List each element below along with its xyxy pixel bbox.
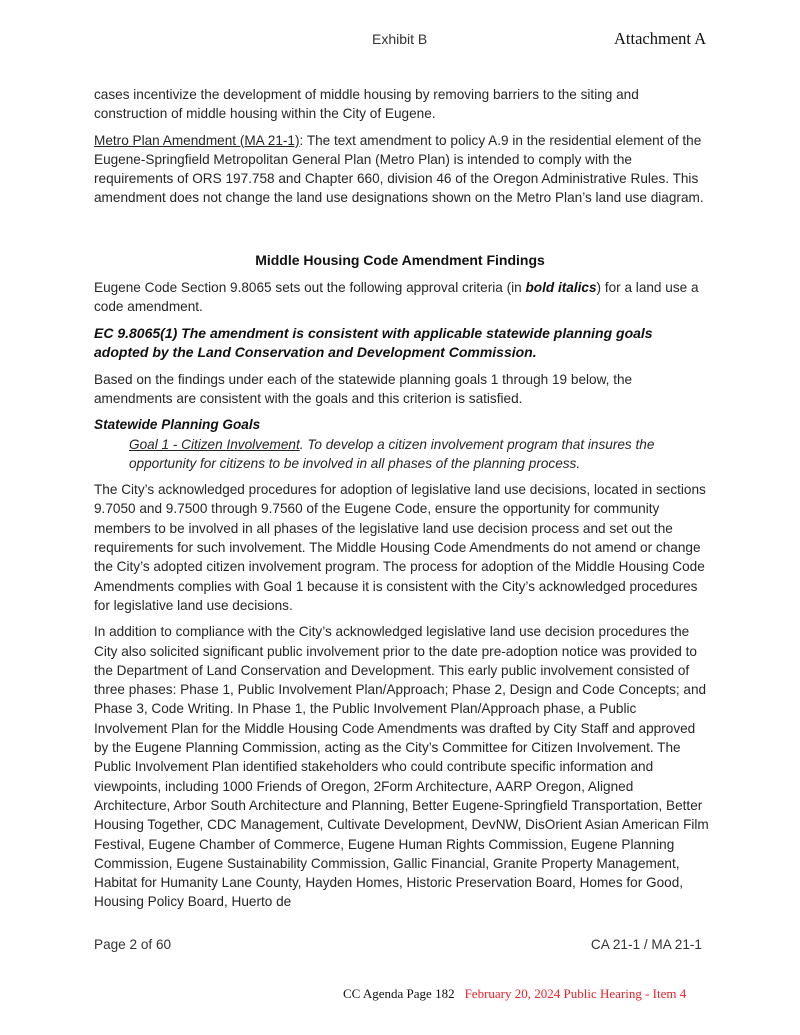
agenda-page-label: CC Agenda Page 182 — [343, 986, 455, 1001]
goal-1-label: Goal 1 - Citizen Involvement — [129, 436, 300, 452]
footer-page-number: Page 2 of 60 — [94, 937, 172, 952]
header-attachment-label: Attachment A — [614, 29, 707, 48]
approval-intro-emphasis: bold italics — [525, 280, 597, 296]
metro-plan-paragraph — [94, 131, 706, 208]
hearing-label: February 20, 2024 Public Hearing - Item 4 — [464, 986, 687, 1001]
section-title: Middle Housing Code Amendment Findings — [255, 251, 545, 268]
criterion-heading: EC 9.8065(1) The amendment is consistent with applicable statewide planning goals adopted by the Land Conservation and Development Commission. — [94, 324, 653, 361]
document-body — [94, 85, 709, 912]
approval-intro — [94, 278, 706, 317]
approval-intro-before: Eugene Code Section 9.8065 sets out the following approval criteria (in — [94, 280, 526, 296]
goal-1-text: . To develop a citizen involvement program that insures the opportunity for citizens to be involved in all phases of the planning process. — [129, 436, 655, 471]
agenda-stamp — [343, 986, 686, 1002]
goal-1-finding-2: In addition to compliance with the City’s acknowledged legislative land use decision procedures the City also solicited significant public involvement prior to the date pre-adoption notice was provided to the Department of Land Conservation and Development. This early public involvement consisted of three phases: Phase 1, Public Involvement Plan/Approach; Phase 2, Design and Code Concepts; and Phase 3, Code Writing. In Phase 1, the Public Involvement Plan/Approach phase, a Public Involvement Plan for the Middle Housing Code Amendments was drafted by City Staff and approved by the Eugene Planning Commission, acting as the City’s Committee for Citizen Involvement. The Public Involvement Plan identified stakeholders who could contribute specific information and viewpoints, including 1000 Friends of Oregon, 2Form Architecture, AARP Oregon, Aligned Architecture, Arbor South Architecture and Planning, Better Eugene-Springfield Transportation, Better Housing Together, CDC Management, Cultivate Development, DevNW, DisOrient Asian American Film Festival, Eugene Chamber of Commerce, Eugene Human Rights Commission, Eugene Planning Commission, Eugene Sustainability Commission, Gallic Financial, Granite Property Management, Habitat for Humanity Lane County, Hayden Homes, Historic Preservation Board, Homes for Good, Housing Policy Board, Huerto de — [94, 624, 709, 910]
goal-1-statement — [94, 435, 706, 474]
metro-plan-text: : The text amendment to policy A.9 in the residential element of the Eugene-Springfield Metropolitan General Plan (Metro Plan) is intended to comply with the requirements of ORS 197.758 and Chapter 660, division 46 of the Oregon Administrative Rules. This amendment does not change the land use designations shown on the Metro Plan’s land use diagram. — [94, 132, 704, 206]
approval-intro-after: ) for a land use a code amendment. — [94, 280, 699, 315]
goals-heading: Statewide Planning Goals — [94, 417, 261, 433]
footer-case-number: CA 21-1 / MA 21-1 — [590, 937, 702, 952]
metro-plan-label: Metro Plan Amendment (MA 21-1) — [94, 132, 300, 148]
intro-paragraph: cases incentivize the development of middle housing by removing barriers to the siting and construction of middle housing within the City of Eugene. — [94, 87, 639, 122]
header-exhibit-label: Exhibit B — [372, 31, 428, 47]
goal-1-finding-1: The City’s acknowledged procedures for adoption of legislative land use decisions, located in sections 9.7050 and 9.7500 through 9.7560 of the Eugene Code, ensure the opportunity for community members to be involved in all phases of the legislative land use decision process and set out the requirements for such involvement. The Middle Housing Code Amendments do not amend or change the City’s adopted citizen involvement program. The process for adoption of the Middle Housing Code Amendments complies with Goal 1 because it is consistent with the City’s acknowledged procedures for legislative land use decisions. — [94, 482, 706, 613]
criterion-finding: Based on the findings under each of the statewide planning goals 1 through 19 below, the amendments are consistent with the goals and this criterion is satisfied. — [94, 371, 633, 406]
